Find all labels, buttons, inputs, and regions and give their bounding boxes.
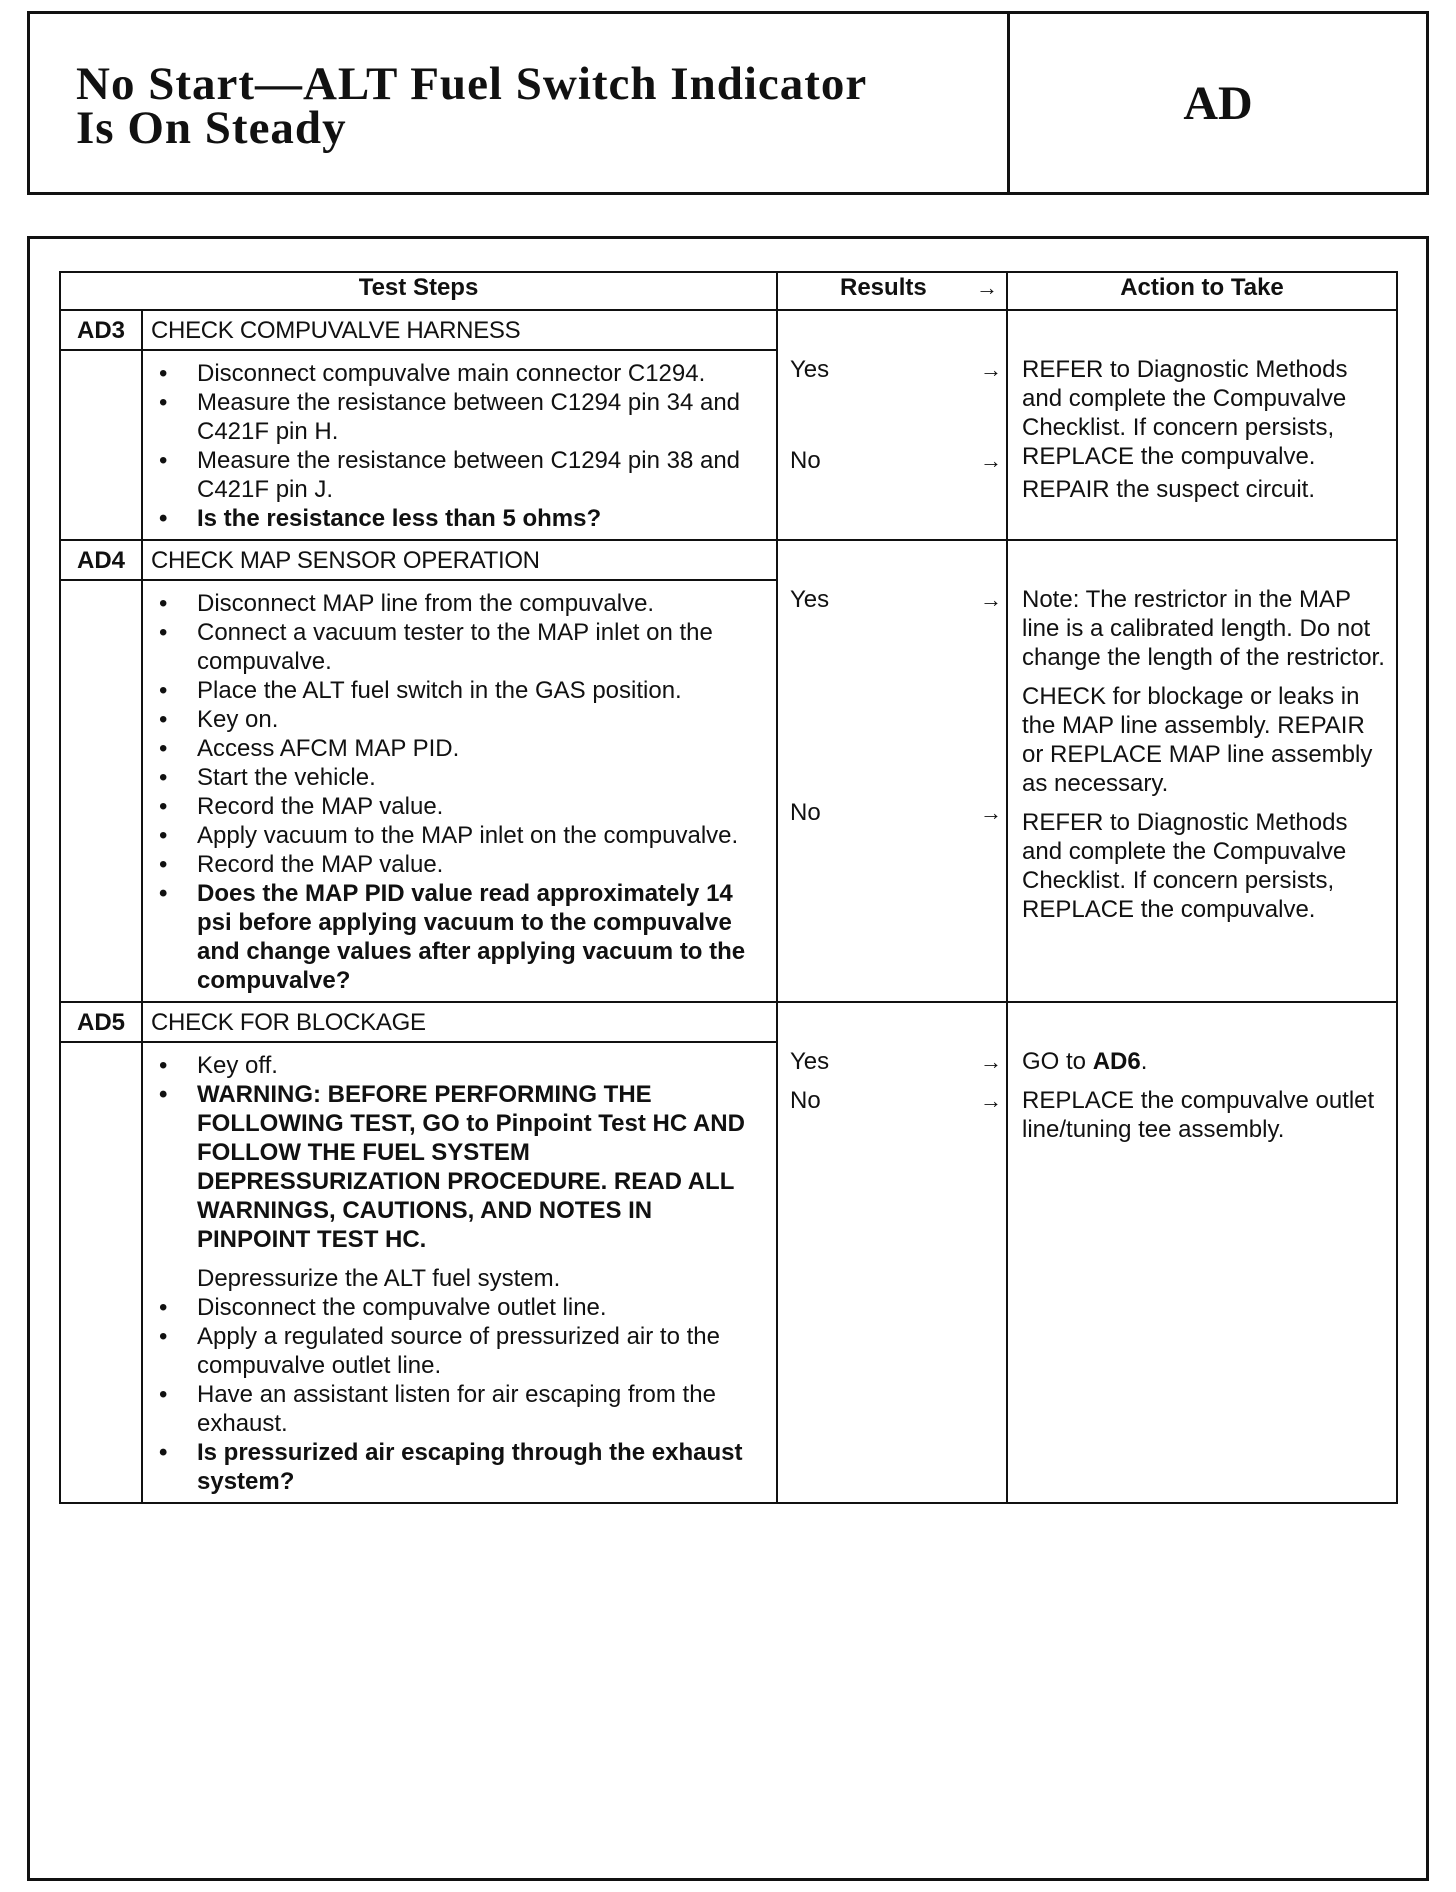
- list-item: • Access AFCM MAP PID.: [157, 734, 756, 763]
- action-no-ad3: REPAIR the suspect circuit.: [1022, 476, 1315, 503]
- result-no-ad5: [778, 1086, 1006, 1115]
- step-body-ad3: [142, 350, 777, 540]
- main-frame: [27, 236, 1429, 1881]
- list-item-warning: • WARNING: BEFORE PERFORMING THE FOLLOWING TEST, GO to Pinpoint Test HC AND FOLLOW THE FUEL SYSTEM DEPRESSURIZATION PROCEDURE. READ ALL WARNINGS, CAUTIONS, AND NOTES IN PINPOINT TEST HC.: [157, 1080, 756, 1254]
- step-body-ad5: [142, 1042, 777, 1503]
- table-header-row: [60, 272, 1397, 310]
- arrow-right-icon: →: [976, 275, 998, 300]
- step-list-ad4: [157, 589, 756, 995]
- list-item: • Record the MAP value.: [157, 792, 756, 821]
- results-header-label: Results: [840, 274, 927, 301]
- list-item: • Connect a vacuum tester to the MAP inlet on the compuvalve.: [157, 618, 756, 676]
- step-title-ad4: CHECK MAP SENSOR OPERATION: [142, 540, 777, 580]
- action-no-ad4: REFER to Diagnostic Methods and complete the Compuvalve Checklist. If concern persists, REPLACE the compuvalve.: [1022, 809, 1348, 923]
- step-list-ad5: [157, 1051, 756, 1496]
- step-code-ad5: AD5: [60, 1002, 142, 1042]
- result-no-label: No: [790, 447, 821, 474]
- step-code-spacer: [60, 1042, 142, 1503]
- result-yes-label: Yes: [790, 356, 830, 383]
- list-item-question: • Is pressurized air escaping through the exhaust system?: [157, 1438, 756, 1496]
- step-ad5-title-row: [60, 1002, 1397, 1042]
- arrow-right-icon: →: [980, 448, 1002, 473]
- step-title-ad3: CHECK COMPUVALVE HARNESS: [142, 310, 777, 350]
- action-yes-ad3: REFER to Diagnostic Methods and complete the Compuvalve Checklist. If concern persists, REPLACE the compuvalve.: [1022, 356, 1348, 470]
- arrow-right-icon: →: [980, 800, 1002, 825]
- step-code-ad3: AD3: [60, 310, 142, 350]
- result-yes-ad3: [778, 355, 1006, 384]
- action-yes-note-ad4: Note: The restrictor in the MAP line is a calibrated length. Do not change the length of the restrictor.: [1022, 586, 1385, 671]
- result-yes-label: Yes: [790, 586, 830, 613]
- result-yes-label: Yes: [790, 1048, 830, 1075]
- action-yes-ad5: [1008, 1047, 1396, 1076]
- results-ad5: [777, 1002, 1007, 1503]
- arrow-right-icon: →: [980, 357, 1002, 382]
- step-ad3-title-row: [60, 310, 1397, 350]
- list-item: • Key off.: [157, 1051, 756, 1080]
- page-title-line-2: Is On Steady: [76, 102, 347, 154]
- step-list-ad3: [157, 359, 756, 533]
- list-item: • Place the ALT fuel switch in the GAS position.: [157, 676, 756, 705]
- list-item: • Disconnect compuvalve main connector C1294.: [157, 359, 756, 388]
- arrow-right-icon: →: [980, 1049, 1002, 1074]
- step-code-spacer: [60, 350, 142, 540]
- page-title: [30, 14, 1010, 192]
- actions-ad4: [1007, 540, 1397, 1002]
- list-item: • Apply vacuum to the MAP inlet on the compuvalve.: [157, 821, 756, 850]
- result-no-ad3: [778, 446, 1006, 475]
- result-yes-ad5: [778, 1047, 1006, 1076]
- action-yes-prefix: GO to: [1022, 1048, 1093, 1075]
- list-item: • Record the MAP value.: [157, 850, 756, 879]
- list-item: • Start the vehicle.: [157, 763, 756, 792]
- actions-ad5: [1007, 1002, 1397, 1503]
- arrow-right-icon: →: [980, 1088, 1002, 1113]
- page-header: [27, 11, 1429, 195]
- action-yes-reference: AD6: [1092, 1048, 1141, 1075]
- results-ad3: [777, 310, 1007, 540]
- action-no-ad5: REPLACE the compuvalve outlet line/tuning tee assembly.: [1022, 1087, 1375, 1143]
- list-item: • Have an assistant listen for air escaping from the exhaust.: [157, 1380, 756, 1438]
- list-item: • Disconnect the compuvalve outlet line.: [157, 1293, 756, 1322]
- step-ad4-title-row: [60, 540, 1397, 580]
- result-no-ad4: [778, 798, 1006, 827]
- result-yes-ad4: [778, 585, 1006, 614]
- test-steps-table: [59, 271, 1398, 1504]
- action-yes-ad4: CHECK for blockage or leaks in the MAP line assembly. REPAIR or REPLACE MAP line assembly as necessary.: [1022, 683, 1373, 797]
- results-ad4: [777, 540, 1007, 1002]
- list-item: Depressurize the ALT fuel system.: [197, 1265, 561, 1292]
- list-item: • Disconnect MAP line from the compuvalve.: [157, 589, 756, 618]
- column-header-test-steps: Test Steps: [60, 272, 777, 310]
- action-yes-suffix: .: [1140, 1048, 1148, 1075]
- result-no-label: No: [790, 1087, 821, 1114]
- page-title-line-1: No Start—ALT Fuel Switch Indicator: [76, 58, 868, 110]
- list-item: • Key on.: [157, 705, 756, 734]
- step-title-ad5: CHECK FOR BLOCKAGE: [142, 1002, 777, 1042]
- step-code-spacer: [60, 580, 142, 1002]
- column-header-action: Action to Take: [1007, 272, 1397, 310]
- list-item: • Apply a regulated source of pressurized air to the compuvalve outlet line.: [157, 1322, 756, 1380]
- list-item: • Measure the resistance between C1294 pin 38 and C421F pin J.: [157, 446, 756, 504]
- actions-ad3: [1007, 310, 1397, 540]
- section-code: AD: [1183, 76, 1253, 130]
- list-item: • Measure the resistance between C1294 pin 34 and C421F pin H.: [157, 388, 756, 446]
- list-item-question: • Is the resistance less than 5 ohms?: [157, 504, 756, 533]
- step-code-ad4: AD4: [60, 540, 142, 580]
- step-body-ad4: [142, 580, 777, 1002]
- arrow-right-icon: →: [980, 587, 1002, 612]
- column-header-results: [777, 272, 1007, 310]
- list-item-question: • Does the MAP PID value read approximately 14 psi before applying vacuum to the compuvalve and change values after applying vacuum to the compuvalve?: [157, 879, 756, 995]
- result-no-label: No: [790, 799, 821, 826]
